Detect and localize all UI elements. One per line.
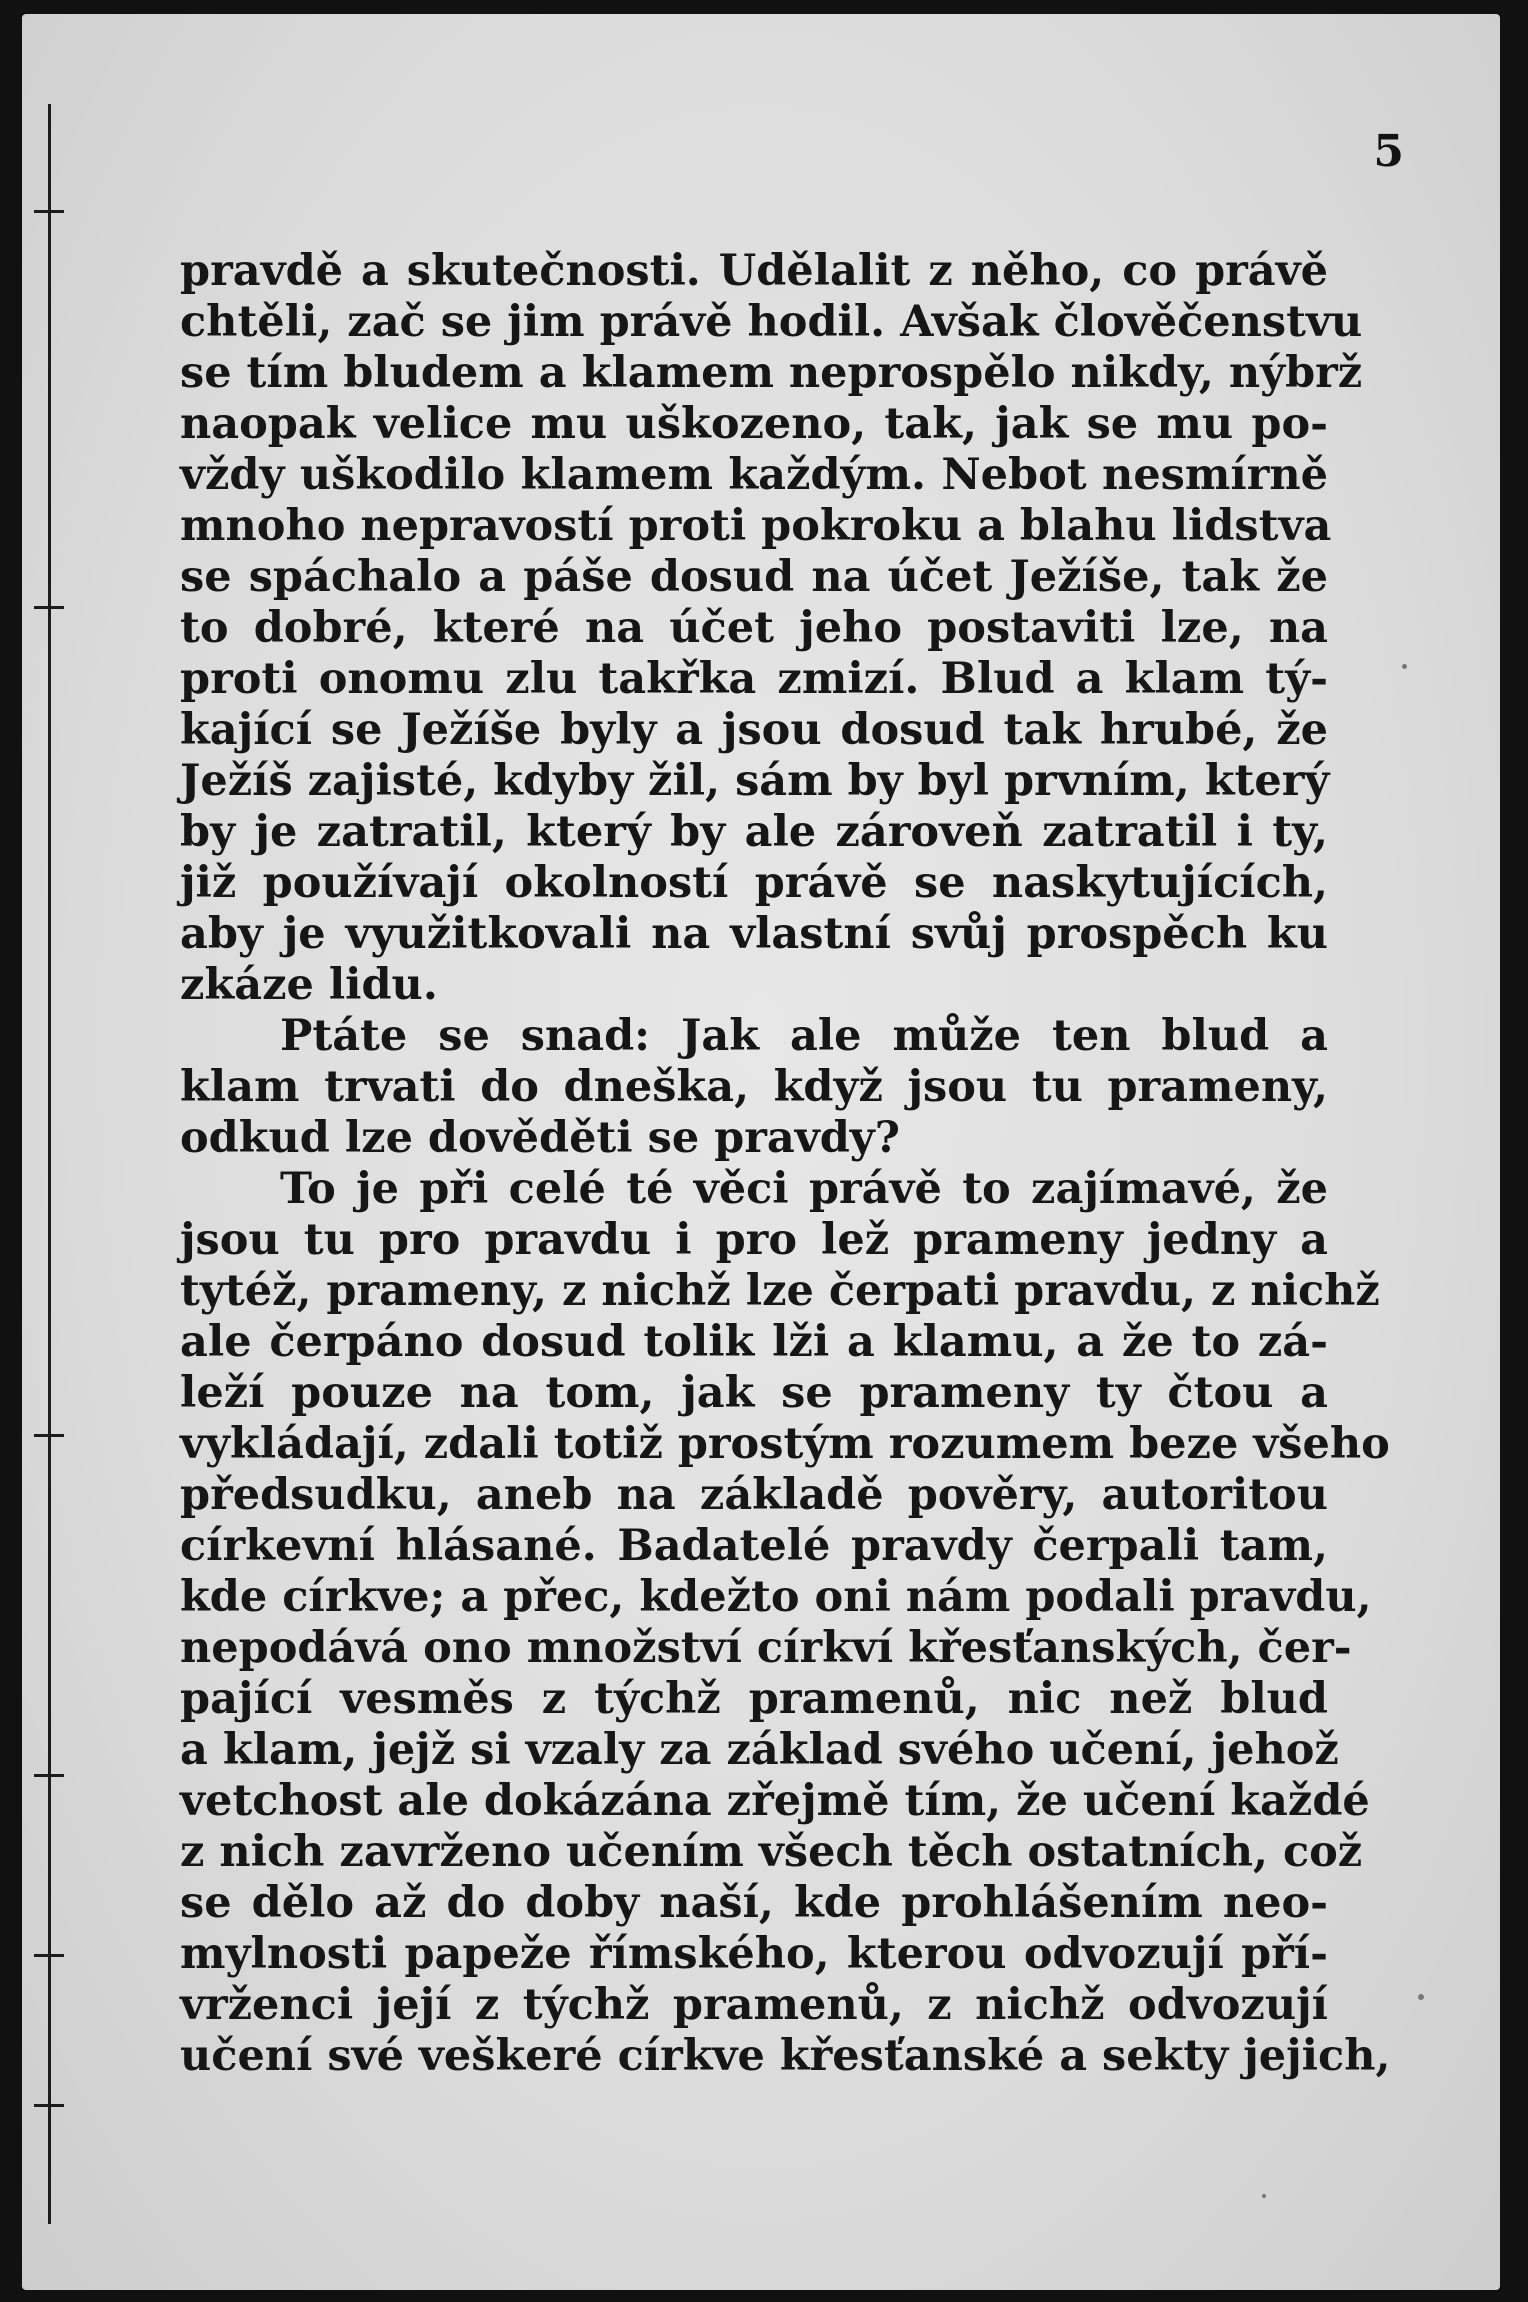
text-line: Ptáte se snad: Jak ale může ten blud a xyxy=(280,1011,1328,1061)
text-line: vrženci její z týchž pramenů, z nichž odvozují xyxy=(180,1980,1328,2030)
text-line: to dobré, které na účet jeho postaviti lze, na xyxy=(180,603,1328,653)
text-line: kde církve; a přec, kdežto oni nám podali pravdu, xyxy=(180,1572,1372,1622)
text-line: z nich zavrženo učením všech těch ostatních, což xyxy=(180,1827,1363,1877)
text-line: nepodává ono množství církví křesťanských, čer- xyxy=(180,1623,1352,1673)
text-line: naopak velice mu uškozeno, tak, jak se mu po- xyxy=(180,399,1328,449)
text-line: se tím bludem a klamem neprospělo nikdy, nýbrž xyxy=(180,348,1363,398)
binding-mark xyxy=(34,1774,64,1777)
text-line: se spáchalo a páše dosud na účet Ježíše, tak že xyxy=(180,552,1328,602)
text-line: a klam, jejž si vzaly za základ svého učení, jehož xyxy=(180,1725,1339,1775)
binding-mark xyxy=(34,1954,64,1957)
book-page xyxy=(22,14,1500,2290)
text-line: pající vesměs z týchž pramenů, nic než blud xyxy=(180,1674,1328,1724)
text-line: odkud lze dověděti se pravdy? xyxy=(180,1113,900,1163)
text-line: by je zatratil, který by ale zároveň zatratil i ty, xyxy=(180,807,1328,857)
text-line: ale čerpáno dosud tolik lži a klamu, a že to zá- xyxy=(180,1317,1328,1367)
binding-edge-line xyxy=(48,104,51,2224)
text-line: proti onomu zlu takřka zmizí. Blud a klam tý- xyxy=(180,654,1328,704)
text-line: učení své veškeré církve křesťanské a sekty jejich, xyxy=(180,2031,1391,2081)
text-line: mylnosti papeže římského, kterou odvozují pří- xyxy=(180,1929,1328,1979)
binding-mark xyxy=(34,210,64,213)
text-line: pravdě a skutečnosti. Udělalit z něho, co právě xyxy=(180,246,1328,296)
paper-speck xyxy=(1262,2194,1266,2198)
text-line: kající se Ježíše byly a jsou dosud tak hrubé, že xyxy=(180,705,1328,755)
text-line: vykládají, zdali totiž prostým rozumem beze všeho xyxy=(180,1419,1390,1469)
text-line: předsudku, aneb na základě pověry, autoritou xyxy=(180,1470,1328,1520)
text-line: aby je využitkovali na vlastní svůj prospěch ku xyxy=(180,909,1328,959)
text-line: se dělo až do doby naší, kde prohlášením neo- xyxy=(180,1878,1328,1928)
binding-mark xyxy=(34,2104,64,2107)
text-line: zkáze lidu. xyxy=(180,960,438,1010)
binding-mark xyxy=(34,606,64,609)
text-line: To je při celé té věci právě to zajímavé, že xyxy=(280,1164,1328,1214)
text-line: leží pouze na tom, jak se prameny ty čtou a xyxy=(180,1368,1328,1418)
text-line: vždy uškodilo klamem každým. Nebot nesmírně xyxy=(180,450,1328,500)
binding-mark xyxy=(34,1434,64,1437)
paper-speck xyxy=(1418,1994,1424,2000)
text-line: vetchost ale dokázána zřejmě tím, že učení každé xyxy=(180,1776,1370,1826)
text-line: církevní hlásané. Badatelé pravdy čerpali tam, xyxy=(180,1521,1328,1571)
text-line: mnoho nepravostí proti pokroku a blahu lidstva xyxy=(180,501,1332,551)
text-line: chtěli, zač se jim právě hodil. Avšak člověčenstvu xyxy=(180,297,1363,347)
body-text xyxy=(180,246,1391,2082)
text-line: Ježíš zajisté, kdyby žil, sám by byl prvním, který xyxy=(180,756,1330,806)
text-line: již používají okolností právě se naskytujících, xyxy=(180,858,1328,908)
page-number: 5 xyxy=(1373,126,1404,177)
paper-speck xyxy=(1402,664,1407,669)
text-line: tytéž, prameny, z nichž lze čerpati pravdu, z nichž xyxy=(180,1266,1380,1316)
text-line: klam trvati do dneška, když jsou tu prameny, xyxy=(180,1062,1328,1112)
text-line: jsou tu pro pravdu i pro lež prameny jedny a xyxy=(180,1215,1328,1265)
